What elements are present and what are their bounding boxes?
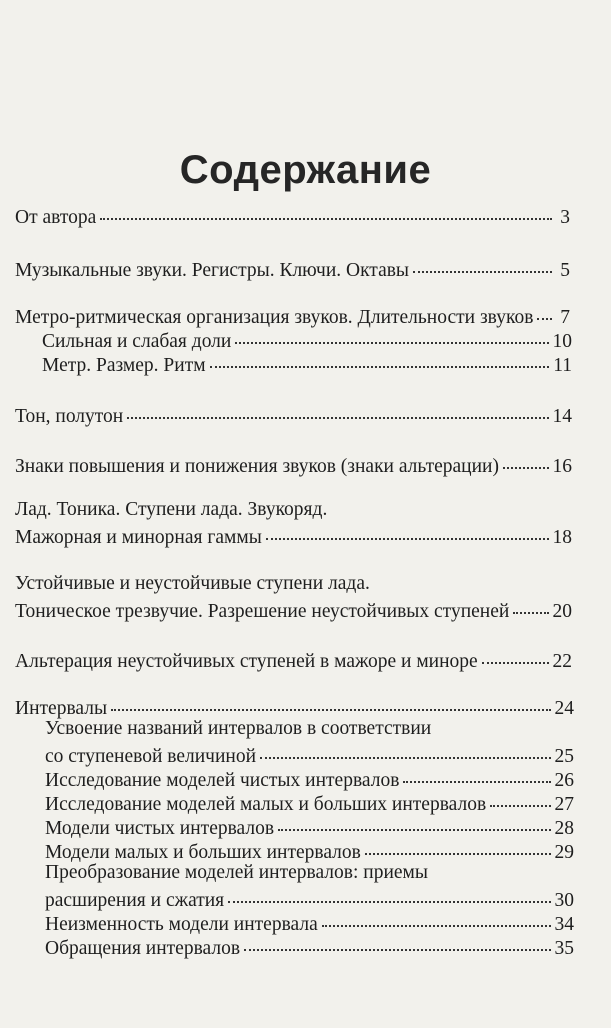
toc-entry: [45, 836, 574, 862]
toc-entry: [15, 692, 574, 718]
toc-entry-title: Модели чистых интервалов: [45, 817, 275, 839]
toc-entry-page-number: 10: [552, 330, 572, 352]
toc-entry-page-number: 22: [552, 650, 572, 672]
toc-line-text: Устойчивые и неустойчивые ступени лада.: [15, 573, 370, 594]
toc-entry: [42, 349, 572, 375]
toc-entry-page-number: 34: [554, 913, 574, 935]
toc-entry-title: Мажорная и минорная гаммы: [15, 526, 262, 548]
dot-leader: [322, 905, 551, 927]
toc-entry: [45, 932, 574, 958]
toc-line-text: Преобразование моделей интервалов: приемы: [45, 862, 428, 883]
toc-entry-page-number: 35: [554, 937, 574, 959]
toc-entry-page-number: 11: [553, 354, 572, 376]
toc-entry-page-number: 3: [560, 206, 570, 228]
toc-entry-title: Сильная и слабая доли: [42, 330, 232, 352]
toc-entry: [15, 201, 570, 227]
dot-leader: [503, 447, 549, 469]
toc-entry-title: Метро-ритмическая организация звуков. Длительности звуков: [15, 306, 534, 328]
toc-entry-title: Модели малых и больших интервалов: [45, 841, 361, 863]
dot-leader: [482, 642, 549, 664]
toc-entry-title: Обращения интервалов: [45, 937, 241, 959]
dot-leader: [266, 518, 549, 540]
dot-leader: [278, 809, 550, 831]
toc-entry-title: Исследование моделей чистых интервалов: [45, 769, 400, 791]
toc-entry-title: Интервалы: [15, 697, 108, 719]
dot-leader: [260, 737, 550, 759]
toc-entry-page-number: 16: [552, 455, 572, 477]
toc-entry-page-number: 5: [560, 259, 570, 281]
toc-entry-title: со ступеневой величиной: [45, 745, 257, 767]
toc-entry-title: расширения и сжатия: [45, 889, 225, 911]
dot-leader: [403, 761, 550, 783]
toc-entry-page-number: 28: [554, 817, 574, 839]
toc-entry-title: От автора: [15, 206, 97, 228]
toc-entry-page-number: 25: [554, 745, 574, 767]
toc-entry: [15, 400, 572, 426]
dot-leader: [100, 198, 552, 220]
dot-leader: [127, 397, 548, 419]
toc-line-text: Усвоение названий интервалов в соответствии: [45, 718, 432, 739]
dot-leader: [210, 346, 550, 368]
toc-entry-page-number: 18: [552, 526, 572, 548]
page-title: Содержание: [179, 148, 432, 192]
dot-leader: [235, 322, 548, 344]
toc-text-line: [15, 571, 574, 597]
toc-entry-page-number: 29: [554, 841, 574, 863]
dot-leader: [537, 298, 552, 320]
toc-entry: [15, 450, 572, 476]
toc-entry-title: Альтерация неустойчивых ступеней в мажоре и миноре: [15, 650, 478, 672]
toc-entry-title: Тоническое трезвучие. Разрешение неустойчивых ступеней: [15, 600, 510, 622]
toc-entry-title: Метр. Размер. Ритм: [42, 354, 206, 376]
toc-entry-title: Музыкальные звуки. Регистры. Ключи. Октавы: [15, 259, 410, 281]
toc-entry-page-number: 7: [560, 306, 570, 328]
dot-leader: [513, 592, 548, 614]
toc-entry-page-number: 27: [554, 793, 574, 815]
toc-entry-page-number: 26: [554, 769, 574, 791]
toc-entry-page-number: 24: [554, 697, 574, 719]
dot-leader: [413, 251, 552, 273]
toc-entry-page-number: 20: [552, 600, 572, 622]
toc-entry: [15, 254, 570, 280]
toc-entry-page-number: 30: [554, 889, 574, 911]
toc-entry-title: Знаки повышения и понижения звуков (знаки альтерации): [15, 455, 499, 477]
dot-leader: [244, 929, 550, 951]
toc-entry-page-number: 14: [552, 405, 572, 427]
toc-entry: [15, 645, 572, 671]
toc-entry: [15, 595, 572, 621]
toc-entry-title: Неизменность модели интервала: [45, 913, 318, 935]
dot-leader: [490, 785, 550, 807]
toc-entry: [15, 521, 572, 547]
toc-entry-title: Исследование моделей малых и больших интервалов: [45, 793, 487, 815]
toc-entry-title: Тон, полутон: [15, 405, 124, 427]
dot-leader: [111, 689, 550, 711]
toc-line-text: Лад. Тоника. Ступени лада. Звукоряд.: [15, 499, 328, 520]
dot-leader: [365, 833, 551, 855]
dot-leader: [228, 881, 550, 903]
